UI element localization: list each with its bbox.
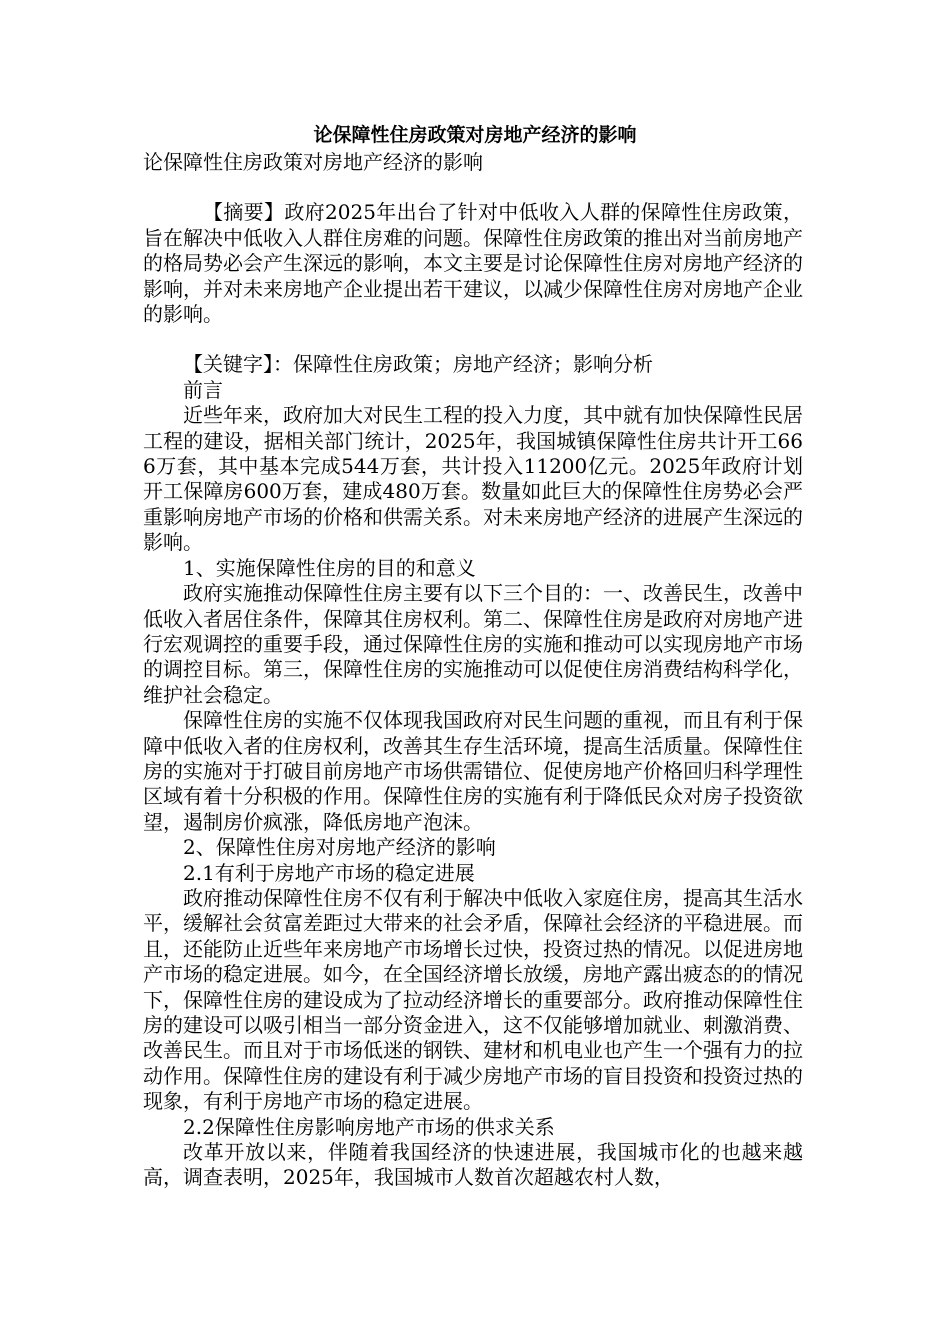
abstract-paragraph: 【摘要】政府2025年出台了针对中低收入人群的保障性住房政策，旨在解决中低收入人群住房难的问题。保障性住房政策的推出对当前房地产的格局势必会产生深远的影响，本文主要是讨论保障性住房对房地产经济的影响，并对未来房地产企业提出若干建议，以减少保障性住房对房地产企业的影响。 [143,200,803,327]
section-2-1-heading: 2.1有利于房地产市场的稳定进展 [183,860,475,885]
document-title: 论保障性住房政策对房地产经济的影响 [313,124,637,146]
section-2-2-paragraph: 改革开放以来，伴随着我国经济的快速进展，我国城市化的也越来越高，调查表明，2025年，我国城市人数首次超越农村人数， [143,1140,803,1190]
keywords-line: 【关键字】：保障性住房政策；房地产经济；影响分析 [183,352,653,377]
section-2-heading: 2、保障性住房对房地产经济的影响 [183,835,496,860]
document-subtitle: 论保障性住房政策对房地产经济的影响 [143,150,483,174]
section-1-paragraph-1: 政府实施推动保障性住房主要有以下三个目的：一、改善民生，改善中低收入者居住条件，保障其住房权利。第二、保障性住房是政府对房地产进行宏观调控的重要手段，通过保障性住房的实施和推动可以实现房地产市场的调控目标。第三，保障性住房的实施推动可以促使住房消费结构科学化，维护社会稳定。 [143,581,803,707]
section-2-2-heading: 2.2保障性住房影响房地产市场的供求关系 [183,1114,555,1139]
section-2-1-paragraph: 政府推动保障性住房不仅有利于解决中低收入家庭住房，提高其生活水平，缓解社会贫富差距过大带来的社会矛盾，保障社会经济的平稳进展。而且，还能防止近些年来房地产市场增长过快，投资过热的情况。以促进房地产市场的稳定进展。如今，在全国经济增长放缓，房地产露出疲态的的情况下，保障性住房的建设成为了拉动经济增长的重要部分。政府推动保障性住房的建设可以吸引相当一部分资金进入，这不仅能够增加就业、刺激消费、改善民生。而且对于市场低迷的钢铁、建材和机电业也产生一个强有力的拉动作用。保障性住房的建设有利于减少房地产市场的盲目投资和投资过热的现象，有利于房地产市场的稳定进展。 [143,885,803,1114]
section-1-heading: 1、实施保障性住房的目的和意义 [183,555,476,580]
preface-heading: 前言 [183,377,223,402]
preface-paragraph: 近些年来，政府加大对民生工程的投入力度，其中就有加快保障性民居工程的建设，据相关部门统计，2025年，我国城镇保障性住房共计开工666万套，其中基本完成544万套，共计投入11200亿元。2025年政府计划开工保障房600万套，建成480万套。数量如此巨大的保障性住房势必会严重影响房地产市场的价格和供需关系。对未来房地产经济的进展产生深远的影响。 [143,403,803,555]
blank-line [143,175,803,200]
section-1-paragraph-2: 保障性住房的实施不仅体现我国政府对民生问题的重视，而且有利于保障中低收入者的住房权利，改善其生存生活环境，提高生活质量。保障性住房的实施对于打破目前房地产市场供需错位、促使房地产价格回归科学理性区域有着十分积极的作用。保障性住房的实施有利于降低民众对房子投资欲望，遏制房价疯涨，降低房地产泡沫。 [143,708,803,834]
document-body [143,150,803,1191]
blank-line [143,327,803,352]
